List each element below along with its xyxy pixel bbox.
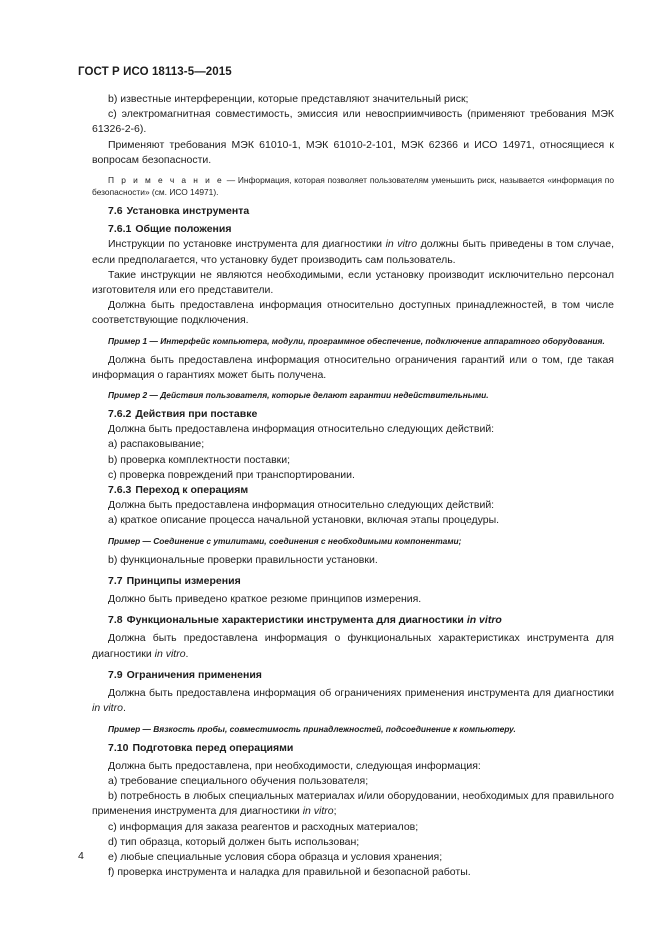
- section-heading-7-9: 7.9 Ограничения применения: [108, 668, 262, 681]
- paragraph: Должна быть предоставлена информация относительно следующих действий:: [108, 499, 495, 512]
- paragraph: Должно быть приведено краткое резюме принципов измерения.: [108, 593, 422, 606]
- list-item: b) потребность в любых специальных материалах и/или оборудовании, необходимых для правильного применения инструмента для диагностики in vitro;: [92, 790, 614, 818]
- section-heading-7-6-3: 7.6.3 Переход к операциям: [108, 484, 249, 497]
- note-text: — Информация, которая позволяет пользователям уменьшить риск, называется «информация по безопасности» (см. ИСО 14971).: [92, 175, 614, 198]
- paragraph: Должна быть предоставлена, при необходимости, следующая информация:: [108, 759, 481, 772]
- note: [92, 174, 614, 198]
- example: Пример — Вязкость пробы, совместимость принадлежностей, подсоединение к компьютеру.: [108, 723, 516, 734]
- list-item: a) краткое описание процесса начальной установки, включая этапы процедуры.: [108, 514, 500, 527]
- list-item: f) проверка инструмента и наладка для правильной и безопасной работы.: [108, 866, 471, 879]
- paragraph: Должна быть предоставлена информация о функциональных характеристиках инструмента для диагностики in vitro.: [92, 632, 614, 660]
- document-header: ГОСТ Р ИСО 18113-5—2015: [78, 66, 232, 78]
- paragraph: Должна быть предоставлена информация об ограничениях применения инструмента для диагностики in vitro.: [92, 687, 614, 715]
- list-item: c) проверка повреждений при транспортировании.: [108, 468, 355, 481]
- document-body: [92, 92, 614, 880]
- section-heading-7-7: 7.7 Принципы измерения: [108, 574, 241, 587]
- list-item: a) распаковывание;: [108, 438, 205, 451]
- list-item: e) любые специальные условия сбора образца и условия хранения;: [108, 850, 443, 863]
- note-label: П р и м е ч а н и е: [108, 175, 224, 186]
- example: Пример 2 — Действия пользователя, которые делают гарантии недействительными.: [108, 390, 489, 401]
- section-heading-7-10: 7.10 Подготовка перед операциями: [108, 741, 294, 754]
- section-heading-7-6-2: 7.6.2 Действия при поставке: [108, 408, 258, 421]
- section-heading-7-8: 7.8 Функциональные характеристики инструмента для диагностики in vitro: [108, 614, 502, 627]
- list-item: b) функциональные проверки правильности установки.: [108, 553, 378, 566]
- paragraph: Такие инструкции не являются необходимыми, если установку производит исключительно персонал изготовителя или его представители.: [92, 268, 614, 297]
- section-heading-7-6: 7.6 Установка инструмента: [108, 205, 250, 218]
- list-item: c) информация для заказа реагентов и расходных материалов;: [108, 820, 419, 833]
- list-item: c) электромагнитная совместимость, эмиссия или невосприимчивость (применяют требования МЭК 61326-2-6).: [92, 108, 614, 136]
- paragraph: Должна быть предоставлена информация относительно ограничения гарантий или о том, где такая информация о гарантиях может быть получена.: [92, 353, 614, 381]
- list-item: a) требование специального обучения пользователя;: [108, 774, 369, 787]
- paragraph: Инструкции по установке инструмента для диагностики in vitro должны быть приведены в том случае, если предполагается, что установку будет производить сам пользователь.: [92, 238, 615, 266]
- paragraph: Применяют требования МЭК 61010-1, МЭК 61010-2-101, МЭК 62366 и ИСО 14971, относящиеся к вопросам безопасности.: [92, 138, 614, 166]
- list-item: b) известные интерференции, которые представляют значительный риск;: [108, 93, 469, 105]
- page-number: 4: [78, 850, 84, 862]
- paragraph: Должна быть предоставлена информация относительно следующих действий:: [108, 423, 495, 436]
- example: Пример — Соединение с утилитами, соединения с необходимыми компонентами;: [108, 535, 462, 546]
- paragraph: Должна быть предоставлена информация относительно доступных принадлежностей, в том числе соответствующие подключения.: [92, 299, 614, 327]
- example: Пример 1 — Интерфейс компьютера, модули, программное обеспечение, подключение аппаратного оборудования.: [108, 335, 605, 346]
- list-item: b) проверка комплектности поставки;: [108, 453, 291, 466]
- section-heading-7-6-1: 7.6.1 Общие положения: [108, 223, 232, 236]
- list-item: d) тип образца, который должен быть использован;: [108, 835, 360, 848]
